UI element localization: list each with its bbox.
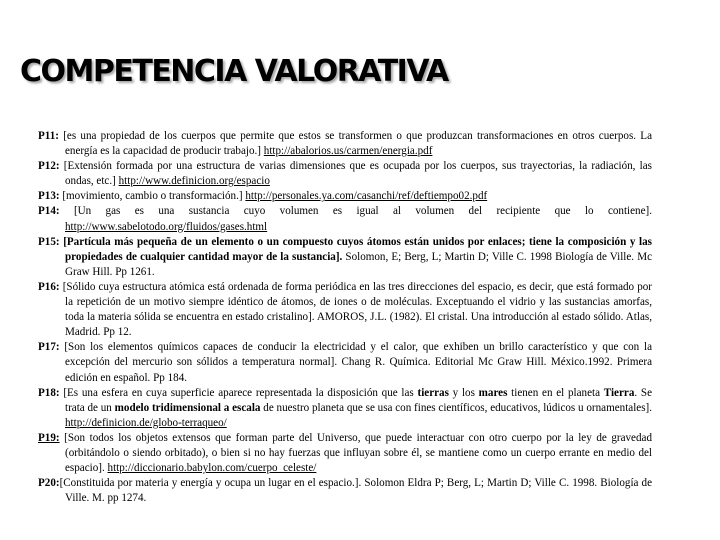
reference-link[interactable]: http://diccionario.babylon.com/cuerpo_celeste/	[107, 462, 317, 475]
reference-p17	[38, 340, 652, 385]
reference-p20	[38, 476, 652, 506]
reference-code: P12:	[38, 160, 60, 173]
reference-code: P13:	[38, 190, 60, 203]
reference-text: de nuestro planeta que se usa con fines científicos, educativos, lúdicos u ornamentales].	[260, 401, 652, 414]
reference-text: [Es una esfera en cuya superficie aparece representada la disposición que las	[59, 386, 418, 399]
reference-link[interactable]: http://www.sabelotodo.org/fluidos/gases.html	[65, 220, 268, 233]
reference-bold-term: modelo tridimensional a escala	[114, 401, 261, 414]
reference-code: P15:	[38, 235, 60, 248]
reference-text: Solomon, E; Berg, L; Martin D; Ville C. 1998 Biología de Ville. Mc Graw Hill. Pp 1261.	[65, 250, 652, 278]
references-list	[38, 129, 652, 506]
reference-p13	[38, 189, 652, 204]
slide-title: COMPETENCIA VALORATIVA	[20, 54, 448, 89]
reference-p12	[38, 159, 652, 189]
reference-code: P16:	[38, 280, 60, 293]
reference-bold-term: Tierra	[603, 386, 635, 399]
reference-text: [Extensión formada por una estructura de varias dimensiones que es ocupada por los cuerpos, sus trayectorias, la radiación, las ondas, etc.]	[59, 160, 652, 188]
reference-p15	[38, 235, 652, 280]
reference-text: [movimiento, cambio o transformación.]	[59, 190, 246, 203]
reference-definition-bold: [Partícula más pequeña de un elemento o un compuesto cuyos átomos están unidos por enlaces; tiene la composición y las propiedades de cualquier cantidad mayor de la sustancia].	[59, 235, 652, 263]
reference-text: [Son los elementos químicos capaces de conducir la electricidad y el calor, que exhiben un brillo característico y que con la excepción del mercurio son sólidos a temperatura normal]. Chang R. Química. Editorial Mc Graw Hill. México.1992. Primera edición en español. Pp 184.	[59, 341, 652, 384]
reference-p14	[38, 204, 652, 234]
reference-p18	[38, 386, 652, 431]
reference-link[interactable]: http://definicion.de/globo-terraqueo/	[65, 416, 227, 429]
reference-p16	[38, 280, 652, 340]
reference-link[interactable]: http://personales.ya.com/casanchi/ref/deftiempo02.pdf	[245, 190, 488, 203]
reference-code: P14:	[38, 205, 60, 218]
reference-link[interactable]: http://abalorios.us/carmen/energia.pdf	[263, 145, 433, 158]
reference-link[interactable]: http://www.definicion.org/espacio	[118, 175, 270, 188]
reference-code: P11:	[38, 130, 59, 142]
reference-code: P20:	[38, 477, 60, 490]
reference-p19	[38, 431, 652, 476]
reference-bold-term: tierras	[417, 386, 449, 399]
reference-text: tienen en el planeta	[507, 386, 604, 399]
reference-code: P19:	[38, 431, 60, 444]
reference-text: [Constituida por materia y energía y ocupa un lugar en el espacio.]. Solomon Eldra P; Berg, L; Martin D; Ville C. 1998. Biología de Ville. M. pp 1274.	[59, 477, 652, 505]
reference-code: P18:	[38, 386, 60, 399]
reference-text: [Sólido cuya estructura atómica está ordenada de forma periódica en las tres direcciones del espacio, es decir, que está formado por la repetición de un motivo siempre idéntico de átomos, de iones o de moléculas. Exceptuando el vidrio y las sustancias amorfas, toda la materia sólida se encuentra en estado cristalino]. AMOROS, J.L. (1982). El cristal. Una introducción al estado sólido. Atlas, Madrid. Pp 12.	[59, 280, 652, 339]
reference-text: . Se trata de un	[65, 386, 652, 414]
reference-p11	[38, 129, 652, 159]
reference-code: P17:	[38, 341, 60, 354]
reference-text: [es una propiedad de los cuerpos que permite que estos se transformen o que produzcan transformaciones en otros cuerpos. La energía es la capacidad de producir trabajo.]	[58, 130, 652, 158]
reference-text: [Son todos los objetos extensos que forman parte del Universo, que puede interactuar con otro cuerpo por la ley de gravedad (orbitándolo o siendo orbitado), o bien si no hay fuerzas que influyan sobre él, se mantiene como un cuerpo errante en medio del espacio].	[59, 431, 652, 475]
reference-text: [Un gas es una sustancia cuyo volumen es igual al volumen del recipiente que lo contiene].	[59, 205, 652, 218]
reference-text: y los	[448, 386, 479, 399]
reference-bold-term: mares	[478, 386, 508, 399]
